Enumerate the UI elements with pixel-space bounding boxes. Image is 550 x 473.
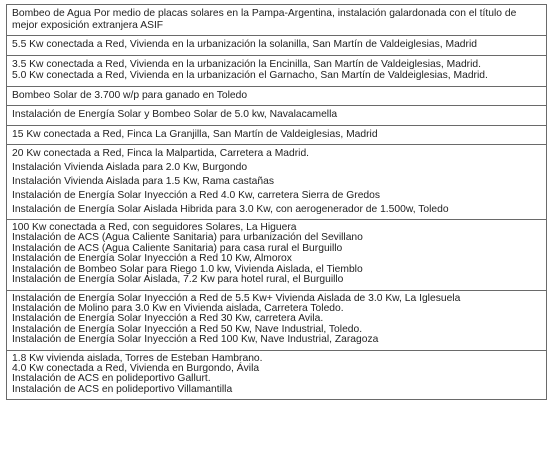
list-item: Instalación de ACS en polideportivo Gallurt. [12, 373, 211, 385]
table-row [7, 220, 547, 290]
table-row [7, 55, 547, 86]
list-item: 1.8 Kw vivienda aislada, Torres de Esteban Hambrano. [12, 352, 263, 364]
table-cell [7, 145, 547, 220]
table-row [7, 350, 547, 400]
list-item: 5.5 Kw conectada a Red, Vivienda en la urbanización la solanilla, San Martín de Valdeiglesias, Madrid [12, 39, 477, 50]
list-item: Bombeo Solar de 3.700 w/p para ganado en Toledo [12, 89, 248, 101]
list-item: 100 Kw conectada a Red, con seguidores Solares, La Higuera [12, 222, 297, 234]
list-item: 3.5 Kw conectada a Red, Vivienda en la urbanización la Encinilla, San Martín de Valdeiglesias, Madrid. [12, 58, 481, 70]
list-item: Instalación de Energía Solar Inyección a Red de 5.5 Kw+ Vivienda Aislada de 3.0 Kw, La Iglesuela [12, 292, 461, 304]
table-cell [7, 220, 547, 290]
table-cell [7, 106, 547, 126]
list-item: Instalación de Energía Solar y Bombeo Solar de 5.0 kw, Navalacamella [12, 109, 338, 120]
list-item: Instalación de Molino para 3.0 Kw en Vivienda aislada, Carretera Toledo. [12, 302, 344, 314]
table-cell [7, 55, 547, 86]
list-item: Instalación de ACS (Agua Caliente Sanitaria) para casa rural el Burguillo [12, 242, 343, 254]
table-cell [7, 290, 547, 350]
list-item: Instalación de Energía Solar Inyección a Red 10 Kw, Almorox [12, 253, 292, 265]
table-row [7, 86, 547, 106]
list-item: Instalación de Energía Solar Aislada, 7.2 Kw para hotel rural, el Burguillo [12, 274, 344, 286]
table-row [7, 290, 547, 350]
table-row [7, 106, 547, 126]
list-item: 20 Kw conectada a Red, Finca la Malpartida, Carretera a Madrid. [12, 148, 310, 159]
table-cell [7, 36, 547, 56]
table-cell [7, 350, 547, 400]
list-item: Bombeo de Agua Por medio de placas solares en la Pampa-Argentina, instalación galardonada con el título de mejor exposición extranjera ASIF [12, 8, 517, 31]
list-item: Instalación Vivienda Aislada para 2.0 Kw, Burgondo [12, 161, 248, 173]
list-item: Instalación de ACS (Agua Caliente Sanitaria) para urbanización del Sevillano [12, 232, 363, 244]
table-row [7, 36, 547, 56]
table-row [7, 5, 547, 36]
table-row [7, 145, 547, 220]
list-item: Instalación de Energía Solar Aislada Hibrida para 3.0 Kw, con aerogenerador de 1.500w, Toledo [12, 203, 449, 215]
list-item: Instalación de ACS en polideportivo Villamantilla [12, 383, 233, 395]
table-row [7, 125, 547, 145]
table-cell [7, 5, 547, 36]
list-item: Instalación Vivienda Aislada para 1.5 Kw, Rama castañas [12, 175, 274, 187]
table-cell [7, 125, 547, 145]
list-item: Instalación de Bombeo Solar para Riego 1.0 kw, Vivienda Aislada, el Tiemblo [12, 263, 363, 275]
list-item: Instalación de Energía Solar Inyección a Red 100 Kw, Nave Industrial, Zaragoza [12, 334, 379, 346]
list-item: 15 Kw conectada a Red, Finca La Granjilla, San Martín de Valdeiglesias, Madrid [12, 128, 378, 140]
list-item: Instalación de Energía Solar Inyección a Red 30 Kw, carretera Avila. [12, 313, 324, 325]
list-item: 5.0 Kw conectada a Red, Vivienda en la urbanización el Garnacho, San Martín de Valdeiglesias, Madrid. [12, 70, 488, 81]
list-item: Instalación de Energía Solar Inyección a Red 4.0 Kw, carretera Sierra de Gredos [12, 189, 381, 201]
installations-table [6, 4, 547, 400]
list-item: 4.0 Kw conectada a Red, Vivienda en Burgondo, Ávila [12, 362, 260, 374]
table-cell [7, 86, 547, 106]
list-item: Instalación de Energía Solar Inyección a Red 50 Kw, Nave Industrial, Toledo. [12, 323, 363, 335]
